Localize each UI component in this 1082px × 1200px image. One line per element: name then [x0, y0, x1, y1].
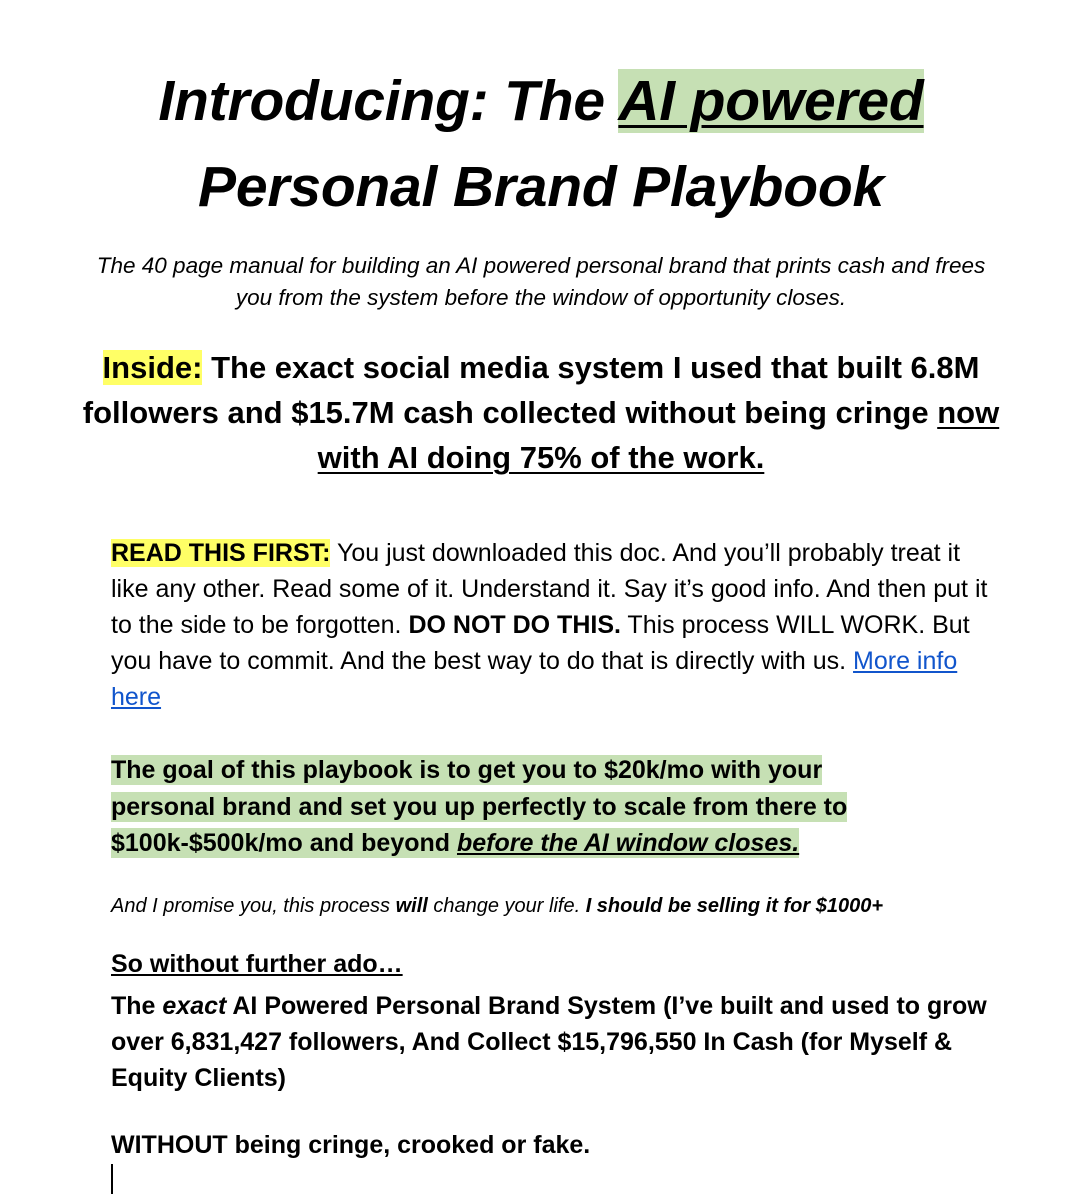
- title-part1: Introducing: The: [158, 69, 619, 133]
- title-line2: Personal Brand Playbook: [198, 155, 884, 219]
- promise-bold2: I should be selling it for $1000+: [585, 895, 883, 917]
- system-text2: AI Powered Personal Brand System (I’ve built and used to grow over 6,831,427 followers, And Collect $15,796,550 In Cash (for Myself & Equity Clients): [111, 992, 987, 1092]
- system-exact: exact: [162, 992, 227, 1020]
- goal-line3-text: $100k-$500k/mo and beyond: [111, 829, 457, 857]
- text-cursor[interactable]: [111, 1164, 113, 1194]
- inside-label: Inside:: [102, 350, 203, 385]
- inside-paragraph: [70, 345, 1012, 480]
- promise-text1: And I promise you, this process: [111, 895, 396, 917]
- without-paragraph: WITHOUT being cringe, crooked or fake.: [111, 1131, 591, 1159]
- page-title: [0, 58, 1082, 230]
- read-first-text2: This process WILL WORK. But you have to commit. And the best way to do that is directly with us.: [111, 611, 970, 675]
- read-first-paragraph: [111, 535, 991, 715]
- read-first-text1: You just downloaded this doc. And you’ll probably treat it like any other. Read some of it. Understand it. Say it’s good info. And then put it to the side to be forgotten.: [111, 539, 988, 639]
- promise-paragraph: [111, 891, 991, 921]
- goal-paragraph: [111, 752, 991, 862]
- promise-text2: change your life.: [427, 895, 586, 917]
- system-text1: The: [111, 992, 163, 1020]
- read-first-bold: DO NOT DO THIS.: [408, 611, 621, 639]
- title-highlight: AI powered: [618, 69, 924, 133]
- read-first-label: READ THIS FIRST:: [111, 539, 331, 567]
- goal-line1: The goal of this playbook is to get you to $20k/mo with your: [111, 756, 823, 784]
- system-paragraph: [111, 988, 991, 1096]
- goal-line2: personal brand and set you up perfectly to scale from there to: [111, 792, 848, 821]
- inside-underlined: now with AI doing 75% of the work.: [317, 395, 1000, 475]
- promise-bold1: will: [395, 895, 428, 917]
- further-heading-text: So without further ado…: [111, 950, 403, 978]
- goal-emphasis: before the AI window closes.: [456, 829, 800, 857]
- more-info-link[interactable]: More info here: [111, 647, 958, 711]
- further-heading: [111, 946, 991, 982]
- inside-text: The exact social media system I used that built 6.8M followers and $15.7M cash collected without being cringe: [82, 350, 980, 430]
- goal-line3: [111, 828, 799, 858]
- subtitle: The 40 page manual for building an AI powered personal brand that prints cash and frees you from the system before the window of opportunity closes.: [96, 253, 986, 310]
